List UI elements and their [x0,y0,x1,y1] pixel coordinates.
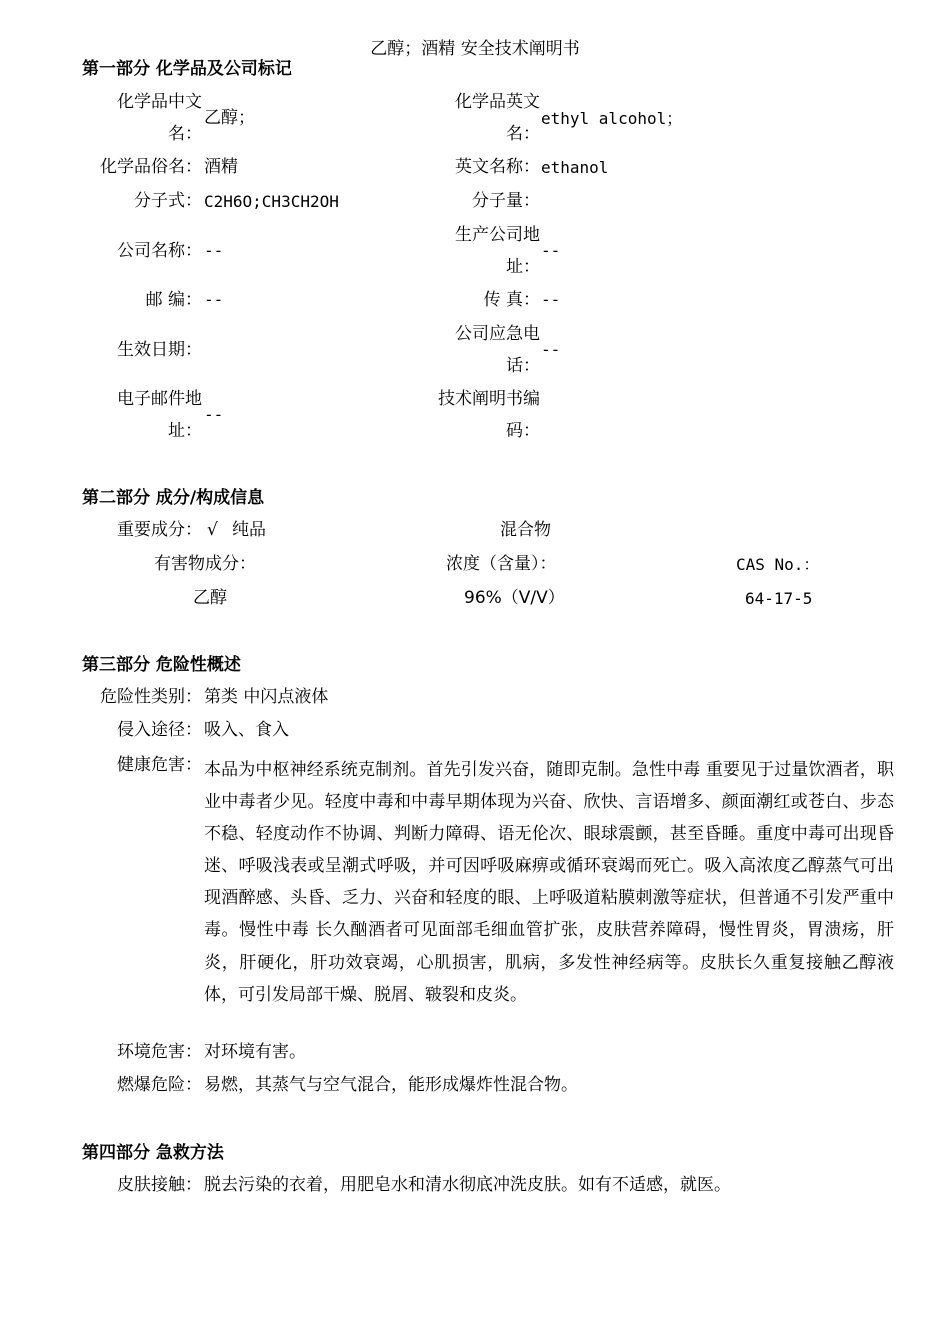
emergency-phone-label-line2: 话： [506,356,540,376]
skin-contact-value: 脱去污染的衣着，用肥皂水和清水彻底冲洗皮肤。如有不适感，就医。 [204,1175,731,1195]
doc-code-label-line2: 码： [506,421,540,441]
route-value: 吸入、食入 [204,720,289,740]
formula-value: C2H6O;CH3CH2OH [204,192,339,211]
health-hazard-label: 健康危害： [117,755,202,775]
hazard-class-label: 危险性类别： [100,687,202,707]
en-common-name-label: 英文名称： [455,157,540,177]
email-label-line2: 址： [168,421,202,441]
route-label: 侵入途径： [117,720,202,740]
cn-name-label-line2: 名： [168,124,202,144]
emergency-phone-value: -- [541,340,561,359]
effective-date-label: 生效日期： [117,340,202,360]
environment-hazard-label: 环境危害： [117,1042,202,1062]
company-name-value: -- [204,241,224,260]
pure-substance-label: 纯品 [232,520,266,540]
section-1-heading: 第一部分 化学品及公司标记 [82,59,292,79]
molecular-weight-label: 分子量： [472,191,540,211]
health-hazard-text: 本品为中枢神经系统克制剂。首先引发兴奋，随即克制。急性中毒 重要见于过量饮酒者，职业中毒者少见。轻度中毒和中毒早期体现为兴奋、欣快、言语增多、颜面潮红或苍白、步态不稳、轻度动作不协调、判断力障碍、语无伦次、眼球震颤，甚至昏睡。重度中毒可出现昏迷、呼吸浅表或呈潮式呼吸，并可因呼吸麻痹或循环衰竭而死亡。吸入高浓度乙醇蒸气可出现酒醉感、头昏、乏力、兴奋和轻度的眼、上呼吸道粘膜刺激等症状，但普通不引发严重中毒。慢性中毒 长久酗酒者可见面部毛细血管扩张，皮肤营养障碍，慢性胃炎，胃溃疡，肝炎，肝硬化，肝功效衰竭，心肌损害，肌病，多发性神经病等。皮肤长久重复接触乙醇液体，可引发局部干燥、脱屑、皲裂和皮炎。 [204,760,894,1005]
section-3-heading: 第三部分 危险性概述 [82,655,241,675]
zip-value: -- [204,290,224,309]
environment-hazard-value: 对环境有害。 [204,1042,306,1062]
email-value: -- [204,405,224,424]
en-name-label-line2: 名： [506,124,540,144]
fire-hazard-label: 燃爆危险： [117,1075,202,1095]
formula-label: 分子式： [134,191,202,211]
common-name-value: 酒精 [204,157,238,177]
fax-value: -- [541,290,561,309]
fax-label: 传 真： [483,290,540,310]
component-cas-number: 64-17-5 [745,589,813,608]
emergency-phone-label-line1: 公司应急电 [455,324,540,344]
document-title: 乙醇；酒精 安全技术阐明书 [370,39,580,59]
skin-contact-label: 皮肤接触： [117,1175,202,1195]
address-label-line2: 址： [506,257,540,277]
doc-code-label-line1: 技术阐明书编 [438,389,540,409]
address-label-line1: 生产公司地 [455,225,540,245]
cas-number-header: CAS No.： [736,555,820,574]
en-name-value: ethyl alcohol； [541,109,683,128]
cn-name-value: 乙醇； [204,108,255,128]
company-name-label: 公司名称： [117,241,202,261]
hazard-class-value: 第类 中闪点液体 [204,687,329,707]
cn-name-label-line1: 化学品中文 [117,92,202,112]
hazardous-component-header: 有害物成分： [154,554,256,574]
component-concentration: 96%（V/V） [464,588,565,608]
component-name: 乙醇 [193,588,227,608]
fire-hazard-value: 易燃，其蒸气与空气混合，能形成爆炸性混合物。 [204,1075,578,1095]
main-ingredients-label: 重要成分： [117,520,202,540]
section-4-heading: 第四部分 急救方法 [82,1143,224,1163]
pure-check-mark: √ [207,520,218,540]
zip-label: 邮 编： [145,290,202,310]
address-value: -- [541,241,561,260]
en-name-label-line1: 化学品英文 [455,92,540,112]
common-name-label: 化学品俗名： [100,157,202,177]
concentration-header: 浓度（含量）： [446,554,557,574]
en-common-name-value: ethanol [541,158,609,177]
email-label-line1: 电子邮件地 [117,389,202,409]
mixture-label: 混合物 [500,520,551,540]
section-2-heading: 第二部分 成分/构成信息 [82,488,265,508]
